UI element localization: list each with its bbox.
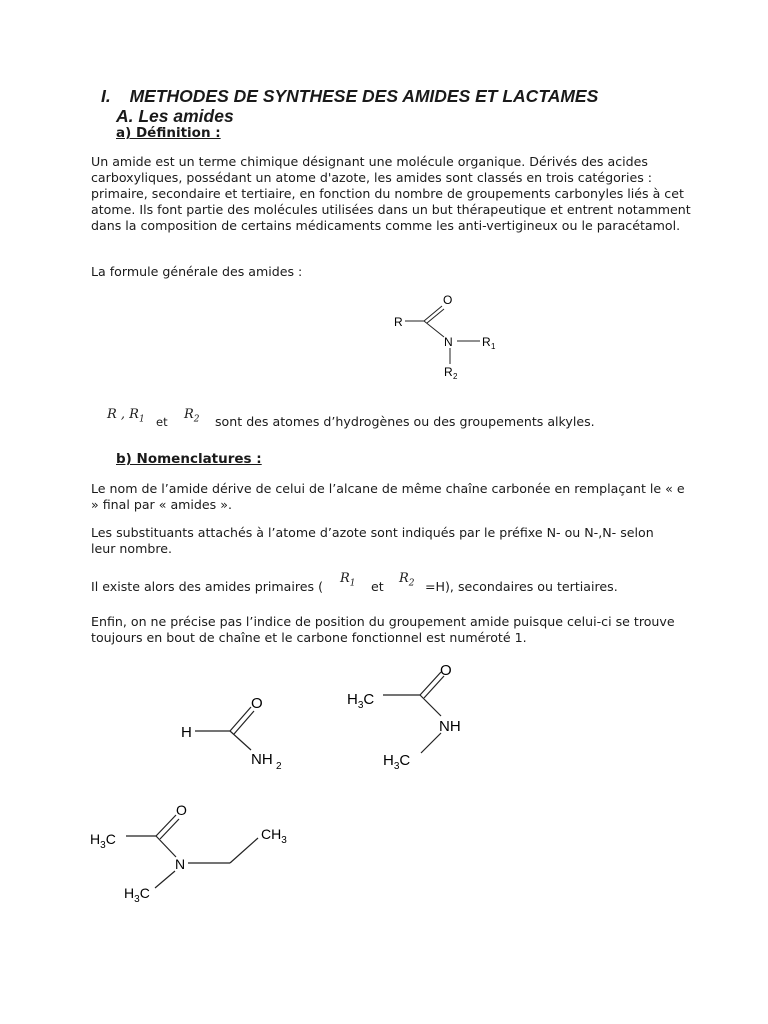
ethylmethylacetamide-h3c-left: $H_3C$ bbox=[90, 831, 116, 851]
formamide-structure bbox=[175, 690, 305, 780]
legend-et: et bbox=[156, 415, 168, 429]
legend-r-r1-text: R , R bbox=[107, 407, 139, 422]
formamide-o: O bbox=[251, 695, 263, 712]
formamide-h: H bbox=[181, 724, 192, 741]
ethylmethylacetamide-n: N bbox=[175, 856, 186, 872]
section-a-title: a) Définition : bbox=[116, 125, 221, 141]
section-b-title: b) Nomenclatures : bbox=[116, 451, 262, 467]
formamide-nh: NH bbox=[251, 751, 273, 768]
para3-r2 bbox=[399, 571, 415, 589]
legend-r2 bbox=[184, 407, 200, 425]
formula-n: N bbox=[444, 335, 453, 349]
general-amide-formula bbox=[380, 288, 520, 384]
n-ethyl-n-methylacetamide-structure bbox=[88, 795, 308, 915]
nomenclature-paragraph-3 bbox=[91, 571, 711, 601]
heading-number: I. bbox=[101, 86, 111, 106]
formula-r2: R bbox=[444, 365, 453, 379]
legend-r2-sub: 2 bbox=[193, 414, 200, 425]
methylacetamide-h3c-top: $H_3C$ bbox=[347, 691, 375, 711]
para3-r2-sub: 2 bbox=[408, 578, 415, 589]
methylacetamide-h3c-bottom: $H_3C$ bbox=[383, 752, 411, 772]
formamide-nh-sub: 2 bbox=[276, 761, 282, 772]
para3-start: Il existe alors des amides primaires ( bbox=[91, 579, 323, 594]
para3-r1-text: R bbox=[340, 571, 350, 586]
general-formula-intro: La formule générale des amides : bbox=[91, 264, 303, 279]
n-methylacetamide-structure bbox=[345, 655, 485, 775]
legend-r-r1 bbox=[107, 407, 145, 425]
para3-end: =H), secondaires ou tertiaires. bbox=[425, 579, 618, 594]
subheading: A. Les amides bbox=[116, 106, 234, 126]
legend-description: sont des atomes d’hydrogènes ou des groupements alkyles. bbox=[215, 414, 595, 429]
para3-r2-text: R bbox=[399, 571, 409, 586]
legend-r1-sub: 1 bbox=[138, 414, 145, 425]
nomenclature-paragraph-2: Les substituants attachés à l’atome d’azote sont indiqués par le préfixe N- ou N-,N- selon leur nombre. bbox=[91, 525, 654, 556]
formula-r1-sub: 1 bbox=[491, 342, 496, 351]
heading-title: METHODES DE SYNTHESE DES AMIDES ET LACTAMES bbox=[129, 86, 599, 106]
methylacetamide-nh: NH bbox=[439, 718, 461, 735]
nomenclature-paragraph-1: Le nom de l’amide dérive de celui de l’alcane de même chaîne carbonée en remplaçant le « e » final par « amides ». bbox=[91, 481, 685, 512]
ethylmethylacetamide-ch3: $CH_3$ bbox=[261, 826, 287, 846]
para3-r1 bbox=[340, 571, 356, 589]
nomenclature-paragraph-4: Enfin, on ne précise pas l’indice de position du groupement amide puisque celui-ci se trouve toujours en bout de chaîne et le carbone fonctionnel est numéroté 1. bbox=[91, 614, 675, 645]
section-heading bbox=[101, 86, 598, 107]
ethylmethylacetamide-h3c-bottom: $H_3C$ bbox=[124, 885, 150, 905]
formula-o: O bbox=[443, 293, 453, 307]
definition-paragraph: Un amide est un terme chimique désignant une molécule organique. Dérivés des acides carboxyliques, possédant un atome d'azote, les amides sont classés en trois catégories : primaire, secondaire et tertiaire, en fonction du nombre de groupements carbonyles liés à cet atome. Ils font partie des molécules utilisées dans un but thérapeutique et entrent notamment dans la composition de certains médicaments comme les anti-vertigineux ou le paracétamol. bbox=[91, 154, 691, 233]
formula-r2-sub: 2 bbox=[453, 372, 458, 381]
formula-r1: R bbox=[482, 335, 491, 349]
para3-et: et bbox=[371, 579, 384, 594]
para3-r1-sub: 1 bbox=[349, 578, 356, 589]
formula-r: R bbox=[394, 315, 403, 329]
ethylmethylacetamide-o: O bbox=[176, 802, 187, 818]
legend-r2-text: R bbox=[184, 407, 194, 422]
methylacetamide-o: O bbox=[440, 662, 452, 679]
